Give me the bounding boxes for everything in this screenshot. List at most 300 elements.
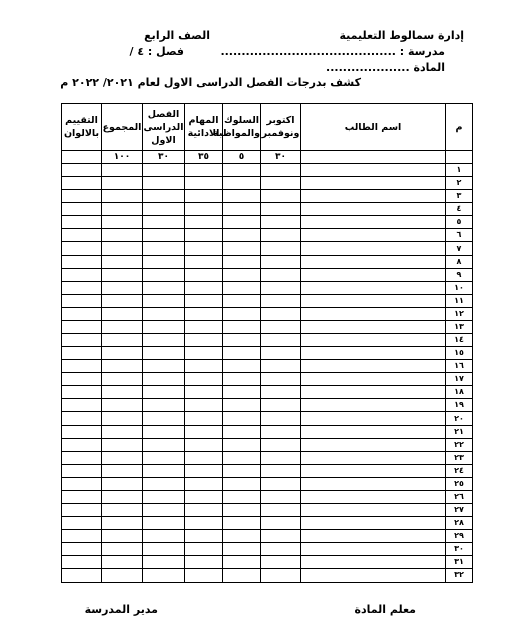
- row-number: ٦: [446, 229, 473, 242]
- oct-nov-cell[interactable]: [261, 229, 301, 242]
- admin-label: إدارة سمالوط التعليمية: [339, 29, 464, 42]
- row-number: ١٤: [446, 334, 473, 347]
- row-number: ٩: [446, 268, 473, 281]
- total-cell[interactable]: [102, 464, 143, 477]
- term-cell[interactable]: [143, 281, 185, 294]
- table-row: [62, 307, 473, 320]
- rating-cell[interactable]: [62, 242, 102, 255]
- table-row: [62, 425, 473, 438]
- max-rating: [62, 151, 102, 164]
- term-cell[interactable]: [143, 477, 185, 490]
- student-name-cell[interactable]: [301, 190, 446, 203]
- tasks-cell[interactable]: [185, 504, 223, 517]
- col-num: م: [446, 104, 473, 151]
- row-number: ١٠: [446, 281, 473, 294]
- table-row: [62, 334, 473, 347]
- max-marks-row: [62, 151, 473, 164]
- tasks-cell[interactable]: [185, 425, 223, 438]
- tasks-cell[interactable]: [185, 517, 223, 530]
- rating-cell[interactable]: [62, 569, 102, 582]
- row-number: ٢: [446, 177, 473, 190]
- rating-cell[interactable]: [62, 438, 102, 451]
- table-row: [62, 268, 473, 281]
- behavior-cell[interactable]: [223, 451, 261, 464]
- oct-nov-cell[interactable]: [261, 412, 301, 425]
- rating-cell[interactable]: [62, 268, 102, 281]
- term-cell[interactable]: [143, 412, 185, 425]
- rating-cell[interactable]: [62, 177, 102, 190]
- row-number: ٢٣: [446, 451, 473, 464]
- max-term: ٣٠: [143, 151, 185, 164]
- row-number: ١٨: [446, 386, 473, 399]
- max-total: ١٠٠: [102, 151, 143, 164]
- total-cell[interactable]: [102, 399, 143, 412]
- term-cell[interactable]: [143, 569, 185, 582]
- behavior-cell[interactable]: [223, 294, 261, 307]
- behavior-cell[interactable]: [223, 504, 261, 517]
- student-name-cell[interactable]: [301, 177, 446, 190]
- col-oct-nov: اكتوبر ونوفمبر: [261, 104, 301, 151]
- student-name-cell[interactable]: [301, 203, 446, 216]
- total-cell[interactable]: [102, 203, 143, 216]
- tasks-cell[interactable]: [185, 412, 223, 425]
- tasks-cell[interactable]: [185, 490, 223, 503]
- table-row: [62, 386, 473, 399]
- behavior-cell[interactable]: [223, 334, 261, 347]
- student-name-cell[interactable]: [301, 242, 446, 255]
- row-number: ١٧: [446, 373, 473, 386]
- tasks-cell[interactable]: [185, 386, 223, 399]
- principal-signature-label: مدير المدرسة: [84, 603, 158, 616]
- col-rating: التقييم بالالوان: [62, 104, 102, 151]
- row-number: ١٥: [446, 347, 473, 360]
- behavior-cell[interactable]: [223, 438, 261, 451]
- row-number: ٤: [446, 203, 473, 216]
- col-total: المجموع: [102, 104, 143, 151]
- tasks-cell[interactable]: [185, 360, 223, 373]
- total-cell[interactable]: [102, 386, 143, 399]
- behavior-cell[interactable]: [223, 360, 261, 373]
- student-name-cell[interactable]: [301, 438, 446, 451]
- oct-nov-cell[interactable]: [261, 386, 301, 399]
- col-tasks: المهام الادائية: [185, 104, 223, 151]
- student-name-cell[interactable]: [301, 530, 446, 543]
- oct-nov-cell[interactable]: [261, 347, 301, 360]
- table-row: [62, 294, 473, 307]
- table-row: [62, 556, 473, 569]
- table-row: [62, 504, 473, 517]
- table-row: [62, 412, 473, 425]
- tasks-cell[interactable]: [185, 281, 223, 294]
- term-cell[interactable]: [143, 242, 185, 255]
- oct-nov-cell[interactable]: [261, 425, 301, 438]
- student-name-cell[interactable]: [301, 216, 446, 229]
- term-cell[interactable]: [143, 490, 185, 503]
- behavior-cell[interactable]: [223, 517, 261, 530]
- behavior-cell[interactable]: [223, 229, 261, 242]
- total-cell[interactable]: [102, 229, 143, 242]
- student-name-cell[interactable]: [301, 412, 446, 425]
- student-name-cell[interactable]: [301, 543, 446, 556]
- student-name-cell[interactable]: [301, 399, 446, 412]
- total-cell[interactable]: [102, 268, 143, 281]
- behavior-cell[interactable]: [223, 543, 261, 556]
- total-cell[interactable]: [102, 543, 143, 556]
- student-name-cell[interactable]: [301, 490, 446, 503]
- student-name-cell[interactable]: [301, 268, 446, 281]
- student-name-cell[interactable]: [301, 229, 446, 242]
- behavior-cell[interactable]: [223, 425, 261, 438]
- rating-cell[interactable]: [62, 307, 102, 320]
- rating-cell[interactable]: [62, 347, 102, 360]
- rating-cell[interactable]: [62, 477, 102, 490]
- student-name-cell[interactable]: [301, 294, 446, 307]
- oct-nov-cell[interactable]: [261, 504, 301, 517]
- tasks-cell[interactable]: [185, 255, 223, 268]
- total-cell[interactable]: [102, 517, 143, 530]
- oct-nov-cell[interactable]: [261, 451, 301, 464]
- total-cell[interactable]: [102, 320, 143, 333]
- table-row: [62, 242, 473, 255]
- oct-nov-cell[interactable]: [261, 242, 301, 255]
- rating-cell[interactable]: [62, 190, 102, 203]
- rating-cell[interactable]: [62, 216, 102, 229]
- behavior-cell[interactable]: [223, 569, 261, 582]
- row-number: ٢٦: [446, 490, 473, 503]
- term-cell[interactable]: [143, 203, 185, 216]
- table-row: [62, 255, 473, 268]
- term-cell[interactable]: [143, 530, 185, 543]
- student-name-cell[interactable]: [301, 373, 446, 386]
- table-row: [62, 477, 473, 490]
- oct-nov-cell[interactable]: [261, 307, 301, 320]
- total-cell[interactable]: [102, 281, 143, 294]
- oct-nov-cell[interactable]: [261, 530, 301, 543]
- tasks-cell[interactable]: [185, 203, 223, 216]
- term-cell[interactable]: [143, 320, 185, 333]
- tasks-cell[interactable]: [185, 190, 223, 203]
- max-behavior: ٥: [223, 151, 261, 164]
- rating-cell[interactable]: [62, 425, 102, 438]
- col-term: الفصل الدراسى الاول: [143, 104, 185, 151]
- rating-cell[interactable]: [62, 464, 102, 477]
- oct-nov-cell[interactable]: [261, 543, 301, 556]
- total-cell[interactable]: [102, 177, 143, 190]
- rating-cell[interactable]: [62, 320, 102, 333]
- student-name-cell[interactable]: [301, 334, 446, 347]
- oct-nov-cell[interactable]: [261, 334, 301, 347]
- table-row: [62, 464, 473, 477]
- oct-nov-cell[interactable]: [261, 320, 301, 333]
- oct-nov-cell[interactable]: [261, 438, 301, 451]
- term-cell[interactable]: [143, 216, 185, 229]
- behavior-cell[interactable]: [223, 268, 261, 281]
- behavior-cell[interactable]: [223, 255, 261, 268]
- total-cell[interactable]: [102, 504, 143, 517]
- oct-nov-cell[interactable]: [261, 399, 301, 412]
- table-row: [62, 438, 473, 451]
- term-cell[interactable]: [143, 268, 185, 281]
- oct-nov-cell[interactable]: [261, 190, 301, 203]
- rating-cell[interactable]: [62, 294, 102, 307]
- oct-nov-cell[interactable]: [261, 373, 301, 386]
- row-number: ٢٩: [446, 530, 473, 543]
- behavior-cell[interactable]: [223, 320, 261, 333]
- behavior-cell[interactable]: [223, 490, 261, 503]
- oct-nov-cell[interactable]: [261, 177, 301, 190]
- rating-cell[interactable]: [62, 373, 102, 386]
- student-name-cell[interactable]: [301, 255, 446, 268]
- behavior-cell[interactable]: [223, 464, 261, 477]
- behavior-cell[interactable]: [223, 399, 261, 412]
- rating-cell[interactable]: [62, 164, 102, 177]
- total-cell[interactable]: [102, 451, 143, 464]
- teacher-signature-label: معلم المادة: [354, 603, 416, 616]
- term-cell[interactable]: [143, 307, 185, 320]
- term-cell[interactable]: [143, 451, 185, 464]
- oct-nov-cell[interactable]: [261, 294, 301, 307]
- student-name-cell[interactable]: [301, 451, 446, 464]
- tasks-cell[interactable]: [185, 451, 223, 464]
- oct-nov-cell[interactable]: [261, 268, 301, 281]
- row-number: ٣١: [446, 556, 473, 569]
- row-number: ١١: [446, 294, 473, 307]
- total-cell[interactable]: [102, 307, 143, 320]
- tasks-cell[interactable]: [185, 307, 223, 320]
- behavior-cell[interactable]: [223, 307, 261, 320]
- rating-cell[interactable]: [62, 360, 102, 373]
- total-cell[interactable]: [102, 373, 143, 386]
- total-cell[interactable]: [102, 438, 143, 451]
- rating-cell[interactable]: [62, 490, 102, 503]
- total-cell[interactable]: [102, 412, 143, 425]
- student-name-cell[interactable]: [301, 320, 446, 333]
- term-cell[interactable]: [143, 425, 185, 438]
- oct-nov-cell[interactable]: [261, 203, 301, 216]
- tasks-cell[interactable]: [185, 569, 223, 582]
- table-row: [62, 281, 473, 294]
- term-cell[interactable]: [143, 543, 185, 556]
- tasks-cell[interactable]: [185, 530, 223, 543]
- rating-cell[interactable]: [62, 229, 102, 242]
- term-cell[interactable]: [143, 504, 185, 517]
- oct-nov-cell[interactable]: [261, 360, 301, 373]
- student-name-cell[interactable]: [301, 556, 446, 569]
- behavior-cell[interactable]: [223, 477, 261, 490]
- total-cell[interactable]: [102, 477, 143, 490]
- term-cell[interactable]: [143, 229, 185, 242]
- term-cell[interactable]: [143, 347, 185, 360]
- oct-nov-cell[interactable]: [261, 477, 301, 490]
- page-title: كشف بدرجات الفصل الدراسى الاول لعام ٢٠٢١/ ٢٠٢٢ م: [60, 76, 361, 89]
- oct-nov-cell[interactable]: [261, 517, 301, 530]
- rating-cell[interactable]: [62, 281, 102, 294]
- term-cell[interactable]: [143, 190, 185, 203]
- term-cell[interactable]: [143, 255, 185, 268]
- max-name: [301, 151, 446, 164]
- total-cell[interactable]: [102, 347, 143, 360]
- term-cell[interactable]: [143, 517, 185, 530]
- term-cell[interactable]: [143, 334, 185, 347]
- behavior-cell[interactable]: [223, 412, 261, 425]
- table-row: [62, 543, 473, 556]
- behavior-cell[interactable]: [223, 203, 261, 216]
- total-cell[interactable]: [102, 569, 143, 582]
- term-cell[interactable]: [143, 464, 185, 477]
- table-row: [62, 530, 473, 543]
- rating-cell[interactable]: [62, 543, 102, 556]
- term-cell[interactable]: [143, 360, 185, 373]
- table-row: [62, 399, 473, 412]
- tasks-cell[interactable]: [185, 242, 223, 255]
- oct-nov-cell[interactable]: [261, 490, 301, 503]
- behavior-cell[interactable]: [223, 164, 261, 177]
- class-label: فصل : ٤ /: [129, 45, 184, 58]
- grades-table: [61, 103, 473, 583]
- row-number: ٣٠: [446, 543, 473, 556]
- table-row: [62, 517, 473, 530]
- tasks-cell[interactable]: [185, 556, 223, 569]
- table-row: [62, 360, 473, 373]
- total-cell[interactable]: [102, 164, 143, 177]
- tasks-cell[interactable]: [185, 294, 223, 307]
- tasks-cell[interactable]: [185, 464, 223, 477]
- total-cell[interactable]: [102, 360, 143, 373]
- table-row: [62, 569, 473, 582]
- max-num: [446, 151, 473, 164]
- total-cell[interactable]: [102, 294, 143, 307]
- oct-nov-cell[interactable]: [261, 569, 301, 582]
- term-cell[interactable]: [143, 177, 185, 190]
- rating-cell[interactable]: [62, 334, 102, 347]
- total-cell[interactable]: [102, 425, 143, 438]
- behavior-cell[interactable]: [223, 190, 261, 203]
- behavior-cell[interactable]: [223, 216, 261, 229]
- behavior-cell[interactable]: [223, 281, 261, 294]
- student-name-cell[interactable]: [301, 347, 446, 360]
- row-number: ٢٤: [446, 464, 473, 477]
- rating-cell[interactable]: [62, 255, 102, 268]
- row-number: ٢٠: [446, 412, 473, 425]
- tasks-cell[interactable]: [185, 320, 223, 333]
- row-number: ٢٢: [446, 438, 473, 451]
- oct-nov-cell[interactable]: [261, 216, 301, 229]
- term-cell[interactable]: [143, 386, 185, 399]
- rating-cell[interactable]: [62, 399, 102, 412]
- row-number: ١: [446, 164, 473, 177]
- table-row: [62, 490, 473, 503]
- rating-cell[interactable]: [62, 203, 102, 216]
- row-number: ١٩: [446, 399, 473, 412]
- oct-nov-cell[interactable]: [261, 255, 301, 268]
- row-number: ٨: [446, 255, 473, 268]
- row-number: ٥: [446, 216, 473, 229]
- student-name-cell[interactable]: [301, 477, 446, 490]
- term-cell[interactable]: [143, 164, 185, 177]
- tasks-cell[interactable]: [185, 177, 223, 190]
- oct-nov-cell[interactable]: [261, 556, 301, 569]
- student-name-cell[interactable]: [301, 504, 446, 517]
- behavior-cell[interactable]: [223, 530, 261, 543]
- student-name-cell[interactable]: [301, 307, 446, 320]
- total-cell[interactable]: [102, 216, 143, 229]
- oct-nov-cell[interactable]: [261, 464, 301, 477]
- col-behavior: السلوك والمواظبة: [223, 104, 261, 151]
- term-cell[interactable]: [143, 399, 185, 412]
- tasks-cell[interactable]: [185, 216, 223, 229]
- student-name-cell[interactable]: [301, 281, 446, 294]
- tasks-cell[interactable]: [185, 399, 223, 412]
- rating-cell[interactable]: [62, 386, 102, 399]
- term-cell[interactable]: [143, 373, 185, 386]
- tasks-cell[interactable]: [185, 334, 223, 347]
- rating-cell[interactable]: [62, 451, 102, 464]
- total-cell[interactable]: [102, 556, 143, 569]
- row-number: ٢١: [446, 425, 473, 438]
- total-cell[interactable]: [102, 530, 143, 543]
- behavior-cell[interactable]: [223, 556, 261, 569]
- behavior-cell[interactable]: [223, 347, 261, 360]
- tasks-cell[interactable]: [185, 543, 223, 556]
- behavior-cell[interactable]: [223, 242, 261, 255]
- rating-cell[interactable]: [62, 517, 102, 530]
- total-cell[interactable]: [102, 334, 143, 347]
- student-name-cell[interactable]: [301, 464, 446, 477]
- total-cell[interactable]: [102, 190, 143, 203]
- rating-cell[interactable]: [62, 530, 102, 543]
- total-cell[interactable]: [102, 490, 143, 503]
- tasks-cell[interactable]: [185, 164, 223, 177]
- behavior-cell[interactable]: [223, 177, 261, 190]
- term-cell[interactable]: [143, 556, 185, 569]
- row-number: ١٣: [446, 320, 473, 333]
- student-name-cell[interactable]: [301, 569, 446, 582]
- tasks-cell[interactable]: [185, 229, 223, 242]
- row-number: ٧: [446, 242, 473, 255]
- tasks-cell[interactable]: [185, 373, 223, 386]
- oct-nov-cell[interactable]: [261, 164, 301, 177]
- tasks-cell[interactable]: [185, 477, 223, 490]
- student-name-cell[interactable]: [301, 164, 446, 177]
- term-cell[interactable]: [143, 438, 185, 451]
- rating-cell[interactable]: [62, 504, 102, 517]
- rating-cell[interactable]: [62, 412, 102, 425]
- term-cell[interactable]: [143, 294, 185, 307]
- col-name: اسم الطالب: [301, 104, 446, 151]
- table-row: [62, 373, 473, 386]
- tasks-cell[interactable]: [185, 268, 223, 281]
- table-row: [62, 177, 473, 190]
- total-cell[interactable]: [102, 242, 143, 255]
- table-row: [62, 216, 473, 229]
- student-name-cell[interactable]: [301, 386, 446, 399]
- student-name-cell[interactable]: [301, 517, 446, 530]
- tasks-cell[interactable]: [185, 347, 223, 360]
- behavior-cell[interactable]: [223, 386, 261, 399]
- total-cell[interactable]: [102, 255, 143, 268]
- tasks-cell[interactable]: [185, 438, 223, 451]
- rating-cell[interactable]: [62, 556, 102, 569]
- row-number: ٢٧: [446, 504, 473, 517]
- table-row: [62, 190, 473, 203]
- table-row: [62, 451, 473, 464]
- student-name-cell[interactable]: [301, 425, 446, 438]
- behavior-cell[interactable]: [223, 373, 261, 386]
- table-row: [62, 320, 473, 333]
- student-name-cell[interactable]: [301, 360, 446, 373]
- subject-line: المادة ....................: [326, 61, 445, 74]
- oct-nov-cell[interactable]: [261, 281, 301, 294]
